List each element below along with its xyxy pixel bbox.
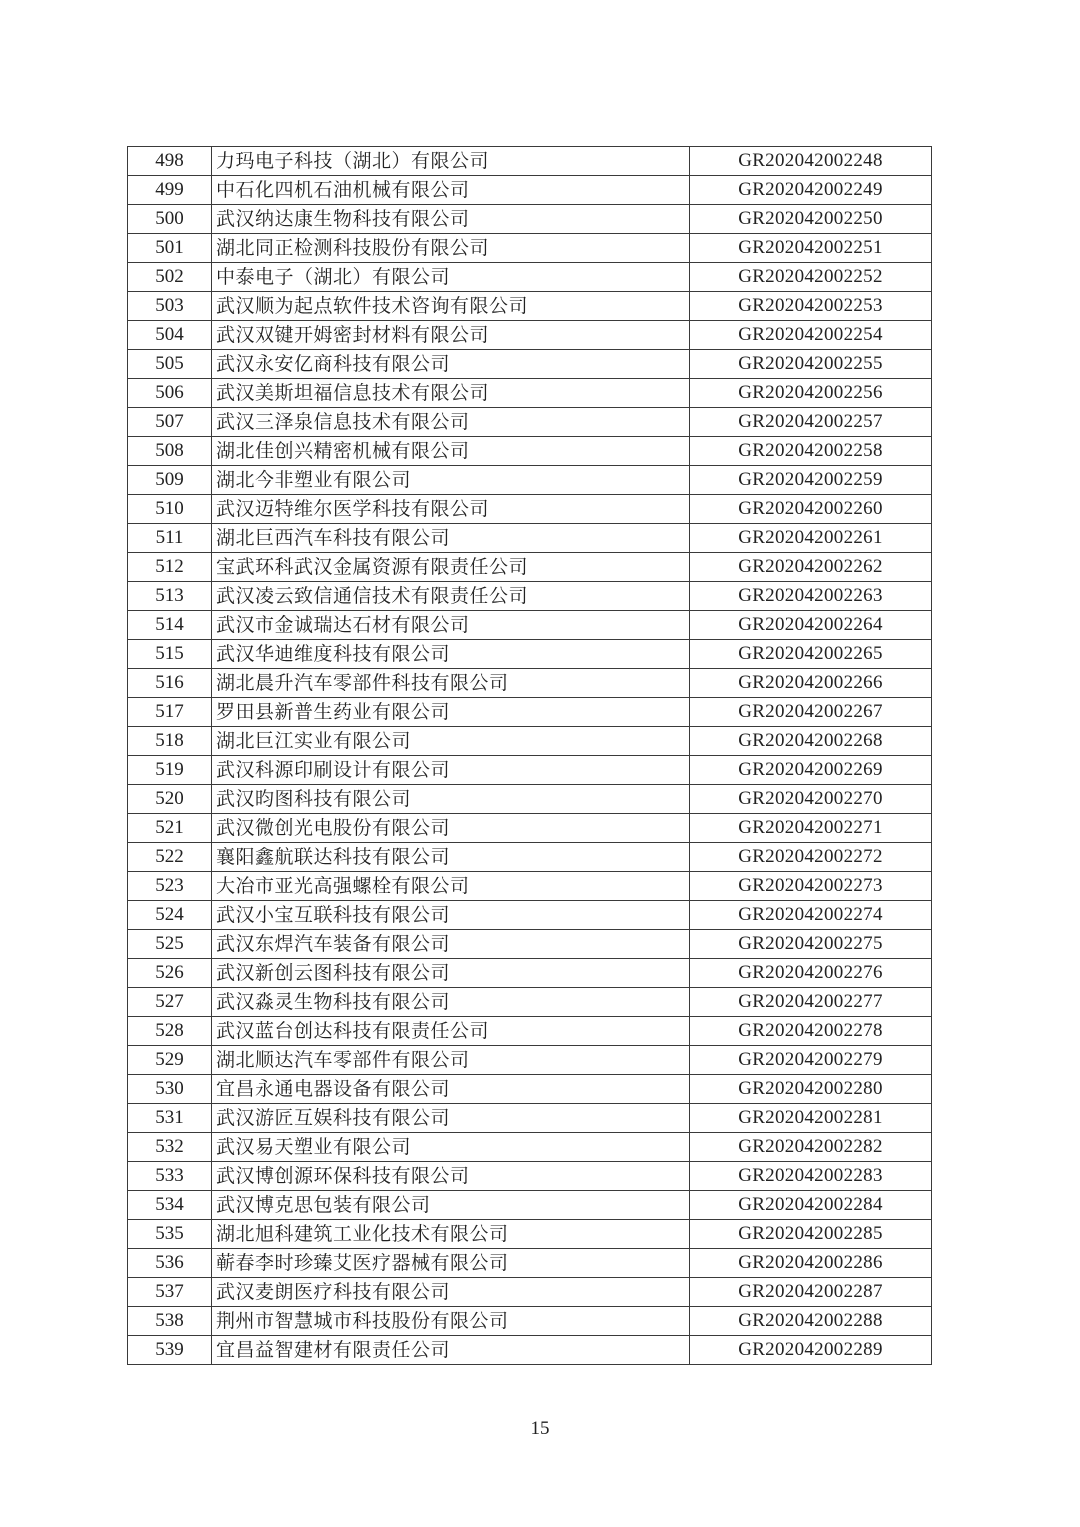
row-certificate-number: GR202042002251: [690, 234, 932, 263]
table-row: [128, 1075, 932, 1104]
row-company-name: 武汉淼灵生物科技有限公司: [212, 988, 690, 1017]
table-row: [128, 814, 932, 843]
row-company-name: 湖北旭科建筑工业化技术有限公司: [212, 1220, 690, 1249]
row-certificate-number: GR202042002269: [690, 756, 932, 785]
row-certificate-number: GR202042002273: [690, 872, 932, 901]
row-certificate-number: GR202042002267: [690, 698, 932, 727]
row-company-name: 湖北佳创兴精密机械有限公司: [212, 437, 690, 466]
row-certificate-number: GR202042002278: [690, 1017, 932, 1046]
row-certificate-number: GR202042002272: [690, 843, 932, 872]
row-certificate-number: GR202042002276: [690, 959, 932, 988]
row-company-name: 武汉科源印刷设计有限公司: [212, 756, 690, 785]
row-certificate-number: GR202042002284: [690, 1191, 932, 1220]
table-row: [128, 640, 932, 669]
row-company-name: 武汉博克思包装有限公司: [212, 1191, 690, 1220]
row-company-name: 宜昌永通电器设备有限公司: [212, 1075, 690, 1104]
row-company-name: 武汉新创云图科技有限公司: [212, 959, 690, 988]
row-company-name: 武汉游匠互娱科技有限公司: [212, 1104, 690, 1133]
row-company-name: 武汉凌云致信通信技术有限责任公司: [212, 582, 690, 611]
table-row: [128, 495, 932, 524]
row-seq-number: 500: [128, 205, 212, 234]
row-seq-number: 532: [128, 1133, 212, 1162]
row-company-name: 武汉小宝互联科技有限公司: [212, 901, 690, 930]
row-seq-number: 527: [128, 988, 212, 1017]
table-row: [128, 959, 932, 988]
row-seq-number: 512: [128, 553, 212, 582]
row-company-name: 武汉昀图科技有限公司: [212, 785, 690, 814]
table-row: [128, 698, 932, 727]
row-company-name: 武汉纳达康生物科技有限公司: [212, 205, 690, 234]
row-certificate-number: GR202042002288: [690, 1307, 932, 1336]
row-company-name: 湖北顺达汽车零部件有限公司: [212, 1046, 690, 1075]
row-seq-number: 531: [128, 1104, 212, 1133]
row-seq-number: 526: [128, 959, 212, 988]
table-row: [128, 901, 932, 930]
row-seq-number: 539: [128, 1336, 212, 1365]
row-certificate-number: GR202042002282: [690, 1133, 932, 1162]
row-seq-number: 530: [128, 1075, 212, 1104]
row-company-name: 武汉蓝台创达科技有限责任公司: [212, 1017, 690, 1046]
row-certificate-number: GR202042002264: [690, 611, 932, 640]
row-company-name: 武汉双键开姆密封材料有限公司: [212, 321, 690, 350]
registry-table-body: [128, 147, 932, 1365]
table-row: [128, 205, 932, 234]
row-seq-number: 503: [128, 292, 212, 321]
row-seq-number: 537: [128, 1278, 212, 1307]
row-seq-number: 521: [128, 814, 212, 843]
row-company-name: 武汉永安亿商科技有限公司: [212, 350, 690, 379]
row-certificate-number: GR202042002252: [690, 263, 932, 292]
row-seq-number: 499: [128, 176, 212, 205]
row-certificate-number: GR202042002268: [690, 727, 932, 756]
table-row: [128, 611, 932, 640]
row-certificate-number: GR202042002257: [690, 408, 932, 437]
row-company-name: 武汉博创源环保科技有限公司: [212, 1162, 690, 1191]
row-company-name: 湖北同正检测科技股份有限公司: [212, 234, 690, 263]
row-seq-number: 538: [128, 1307, 212, 1336]
row-seq-number: 518: [128, 727, 212, 756]
row-certificate-number: GR202042002248: [690, 147, 932, 176]
table-row: [128, 1162, 932, 1191]
table-row: [128, 466, 932, 495]
row-certificate-number: GR202042002265: [690, 640, 932, 669]
row-company-name: 武汉三泽泉信息技术有限公司: [212, 408, 690, 437]
row-certificate-number: GR202042002280: [690, 1075, 932, 1104]
row-certificate-number: GR202042002261: [690, 524, 932, 553]
row-seq-number: 511: [128, 524, 212, 553]
table-row: [128, 1278, 932, 1307]
table-row: [128, 988, 932, 1017]
table-row: [128, 1133, 932, 1162]
row-seq-number: 507: [128, 408, 212, 437]
row-seq-number: 522: [128, 843, 212, 872]
table-row: [128, 582, 932, 611]
table-row: [128, 553, 932, 582]
row-certificate-number: GR202042002260: [690, 495, 932, 524]
row-seq-number: 508: [128, 437, 212, 466]
row-certificate-number: GR202042002277: [690, 988, 932, 1017]
row-certificate-number: GR202042002250: [690, 205, 932, 234]
row-seq-number: 517: [128, 698, 212, 727]
row-seq-number: 534: [128, 1191, 212, 1220]
table-row: [128, 379, 932, 408]
table-row: [128, 408, 932, 437]
table-row: [128, 1336, 932, 1365]
row-certificate-number: GR202042002281: [690, 1104, 932, 1133]
table-row: [128, 1220, 932, 1249]
row-seq-number: 514: [128, 611, 212, 640]
table-row: [128, 785, 932, 814]
row-certificate-number: GR202042002263: [690, 582, 932, 611]
table-row: [128, 1046, 932, 1075]
table-row: [128, 263, 932, 292]
row-company-name: 湖北巨江实业有限公司: [212, 727, 690, 756]
row-certificate-number: GR202042002286: [690, 1249, 932, 1278]
row-seq-number: 498: [128, 147, 212, 176]
table-row: [128, 1249, 932, 1278]
row-seq-number: 509: [128, 466, 212, 495]
row-seq-number: 528: [128, 1017, 212, 1046]
row-company-name: 武汉美斯坦福信息技术有限公司: [212, 379, 690, 408]
row-company-name: 大冶市亚光高强螺栓有限公司: [212, 872, 690, 901]
table-row: [128, 1104, 932, 1133]
row-seq-number: 510: [128, 495, 212, 524]
row-certificate-number: GR202042002262: [690, 553, 932, 582]
row-company-name: 武汉迈特维尔医学科技有限公司: [212, 495, 690, 524]
row-company-name: 武汉华迪维度科技有限公司: [212, 640, 690, 669]
row-seq-number: 524: [128, 901, 212, 930]
row-company-name: 湖北今非塑业有限公司: [212, 466, 690, 495]
row-company-name: 中石化四机石油机械有限公司: [212, 176, 690, 205]
table-row: [128, 524, 932, 553]
table-row: [128, 843, 932, 872]
row-certificate-number: GR202042002279: [690, 1046, 932, 1075]
table-row: [128, 321, 932, 350]
table-row: [128, 1191, 932, 1220]
table-row: [128, 1017, 932, 1046]
row-company-name: 武汉易天塑业有限公司: [212, 1133, 690, 1162]
row-company-name: 武汉东焊汽车装备有限公司: [212, 930, 690, 959]
row-seq-number: 505: [128, 350, 212, 379]
row-certificate-number: GR202042002275: [690, 930, 932, 959]
row-seq-number: 516: [128, 669, 212, 698]
row-certificate-number: GR202042002253: [690, 292, 932, 321]
row-certificate-number: GR202042002266: [690, 669, 932, 698]
table-row: [128, 292, 932, 321]
row-company-name: 湖北晨升汽车零部件科技有限公司: [212, 669, 690, 698]
row-seq-number: 523: [128, 872, 212, 901]
table-row: [128, 176, 932, 205]
row-company-name: 武汉微创光电股份有限公司: [212, 814, 690, 843]
row-seq-number: 502: [128, 263, 212, 292]
row-seq-number: 520: [128, 785, 212, 814]
row-seq-number: 525: [128, 930, 212, 959]
table-row: [128, 872, 932, 901]
row-company-name: 中泰电子（湖北）有限公司: [212, 263, 690, 292]
row-seq-number: 501: [128, 234, 212, 263]
row-certificate-number: GR202042002289: [690, 1336, 932, 1365]
row-certificate-number: GR202042002254: [690, 321, 932, 350]
row-seq-number: 535: [128, 1220, 212, 1249]
row-certificate-number: GR202042002287: [690, 1278, 932, 1307]
row-seq-number: 513: [128, 582, 212, 611]
row-certificate-number: GR202042002256: [690, 379, 932, 408]
row-seq-number: 536: [128, 1249, 212, 1278]
row-certificate-number: GR202042002249: [690, 176, 932, 205]
table-row: [128, 234, 932, 263]
table-row: [128, 669, 932, 698]
table-row: [128, 930, 932, 959]
row-seq-number: 533: [128, 1162, 212, 1191]
table-row: [128, 1307, 932, 1336]
table-row: [128, 727, 932, 756]
row-seq-number: 506: [128, 379, 212, 408]
row-seq-number: 519: [128, 756, 212, 785]
row-certificate-number: GR202042002285: [690, 1220, 932, 1249]
row-certificate-number: GR202042002270: [690, 785, 932, 814]
row-certificate-number: GR202042002283: [690, 1162, 932, 1191]
row-certificate-number: GR202042002271: [690, 814, 932, 843]
row-seq-number: 529: [128, 1046, 212, 1075]
row-company-name: 力玛电子科技（湖北）有限公司: [212, 147, 690, 176]
row-company-name: 罗田县新普生药业有限公司: [212, 698, 690, 727]
row-seq-number: 515: [128, 640, 212, 669]
row-seq-number: 504: [128, 321, 212, 350]
row-certificate-number: GR202042002259: [690, 466, 932, 495]
table-row: [128, 147, 932, 176]
row-company-name: 武汉麦朗医疗科技有限公司: [212, 1278, 690, 1307]
row-certificate-number: GR202042002255: [690, 350, 932, 379]
row-company-name: 蕲春李时珍臻艾医疗器械有限公司: [212, 1249, 690, 1278]
row-company-name: 宜昌益智建材有限责任公司: [212, 1336, 690, 1365]
row-company-name: 湖北巨西汽车科技有限公司: [212, 524, 690, 553]
row-company-name: 荆州市智慧城市科技股份有限公司: [212, 1307, 690, 1336]
row-company-name: 武汉市金诚瑞达石材有限公司: [212, 611, 690, 640]
table-row: [128, 756, 932, 785]
row-certificate-number: GR202042002274: [690, 901, 932, 930]
row-certificate-number: GR202042002258: [690, 437, 932, 466]
row-company-name: 宝武环科武汉金属资源有限责任公司: [212, 553, 690, 582]
table-row: [128, 437, 932, 466]
table-row: [128, 350, 932, 379]
row-company-name: 襄阳鑫航联达科技有限公司: [212, 843, 690, 872]
company-registry-table: [127, 146, 932, 1365]
row-company-name: 武汉顺为起点软件技术咨询有限公司: [212, 292, 690, 321]
page-number: 15: [530, 1418, 550, 1439]
